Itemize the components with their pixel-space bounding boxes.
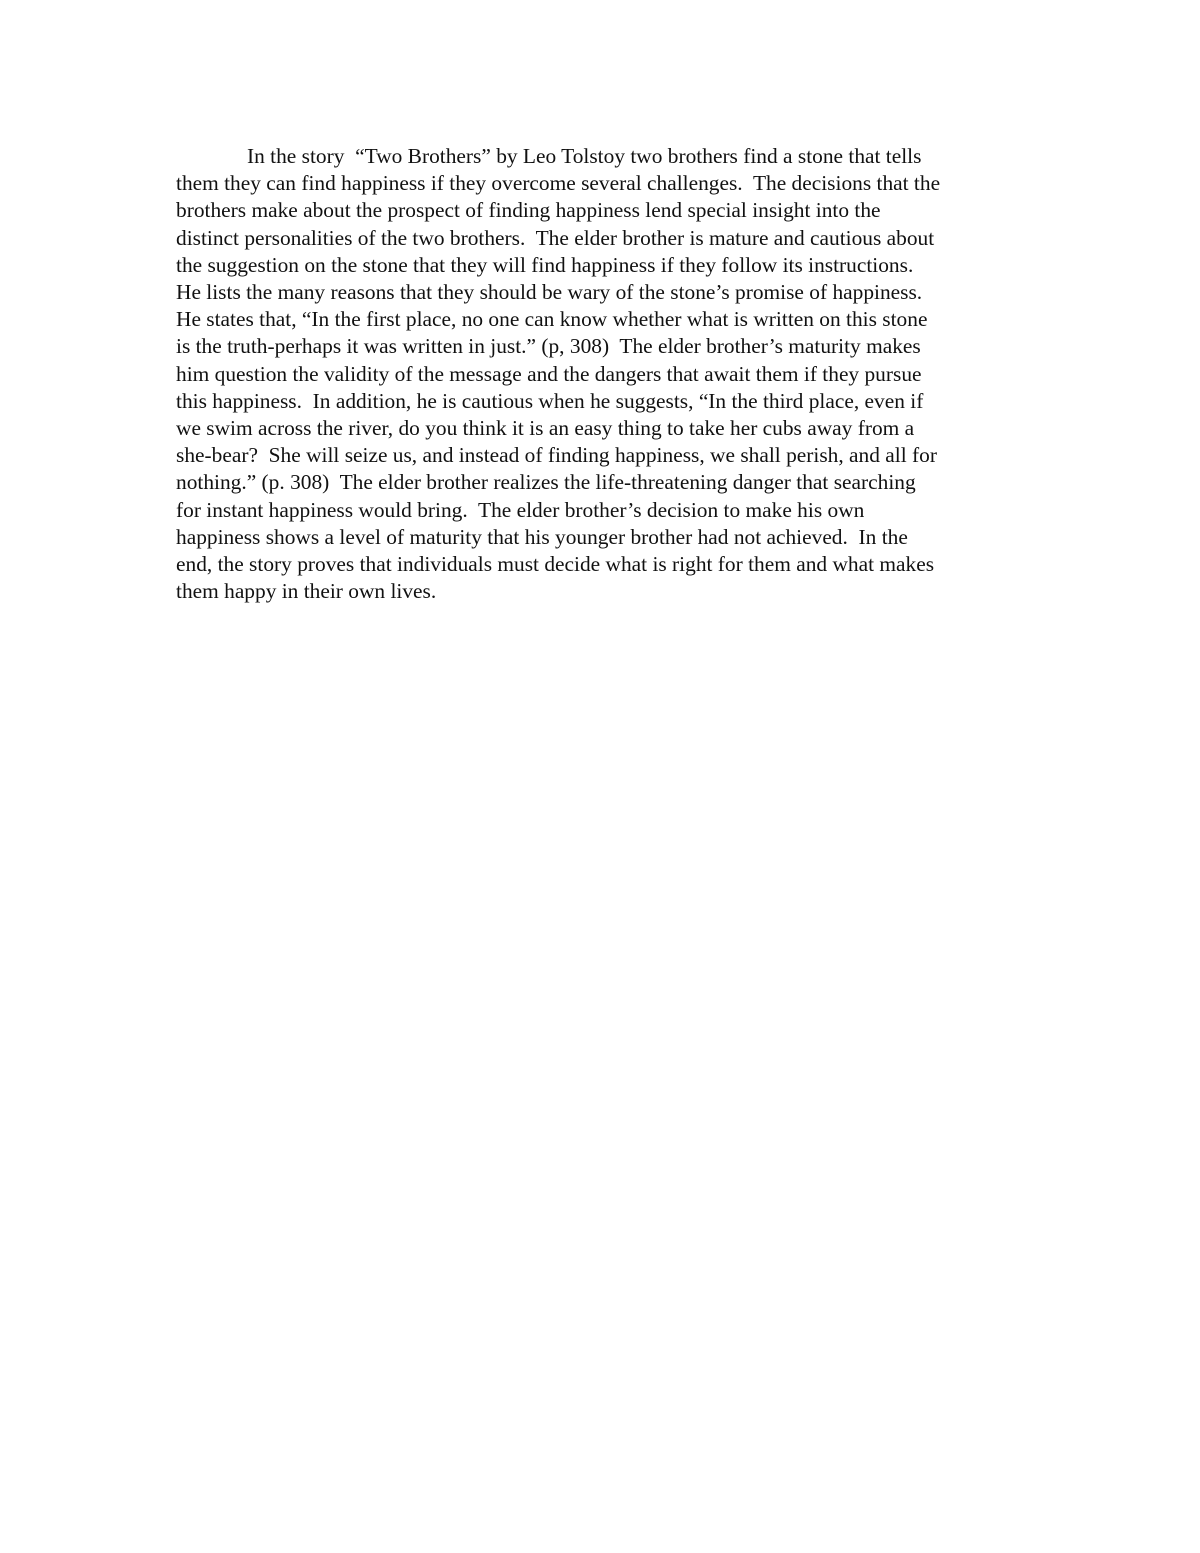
paragraph-line: brothers make about the prospect of finding happiness lend special insight into the <box>176 198 881 223</box>
paragraph-line: for instant happiness would bring. The elder brother’s decision to make his own <box>176 497 865 522</box>
paragraph-line: is the truth-perhaps it was written in just.” (p, 308) The elder brother’s maturity makes <box>176 334 921 359</box>
paragraph-line: this happiness. In addition, he is cautious when he suggests, “In the third place, even if <box>176 388 924 413</box>
paragraph-line: In the story “Two Brothers” by Leo Tolstoy two brothers find a stone that tells <box>247 144 922 168</box>
paragraph-line: she-bear? She will seize us, and instead of finding happiness, we shall perish, and all for <box>176 443 937 468</box>
essay-paragraph <box>176 143 1036 605</box>
paragraph-line: the suggestion on the stone that they will find happiness if they follow its instructions. <box>176 252 914 277</box>
paragraph-line: we swim across the river, do you think it is an easy thing to take her cubs away from a <box>176 416 915 441</box>
paragraph-line: distinct personalities of the two brothers. The elder brother is mature and cautious about <box>176 225 935 250</box>
paragraph-line: nothing.” (p. 308) The elder brother realizes the life-threatening danger that searching <box>176 470 916 495</box>
paragraph-line: them happy in their own lives. <box>176 579 437 604</box>
paragraph-line: happiness shows a level of maturity that his younger brother had not achieved. In the <box>176 524 908 549</box>
paragraph-line: end, the story proves that individuals must decide what is right for them and what makes <box>176 552 935 577</box>
paragraph-line: He lists the many reasons that they should be wary of the stone’s promise of happiness. <box>176 280 923 305</box>
paragraph-line: He states that, “In the first place, no one can know whether what is written on this stone <box>176 307 928 332</box>
paragraph-line: them they can find happiness if they overcome several challenges. The decisions that the <box>176 171 941 196</box>
paragraph-line: him question the validity of the message and the dangers that await them if they pursue <box>176 361 922 386</box>
